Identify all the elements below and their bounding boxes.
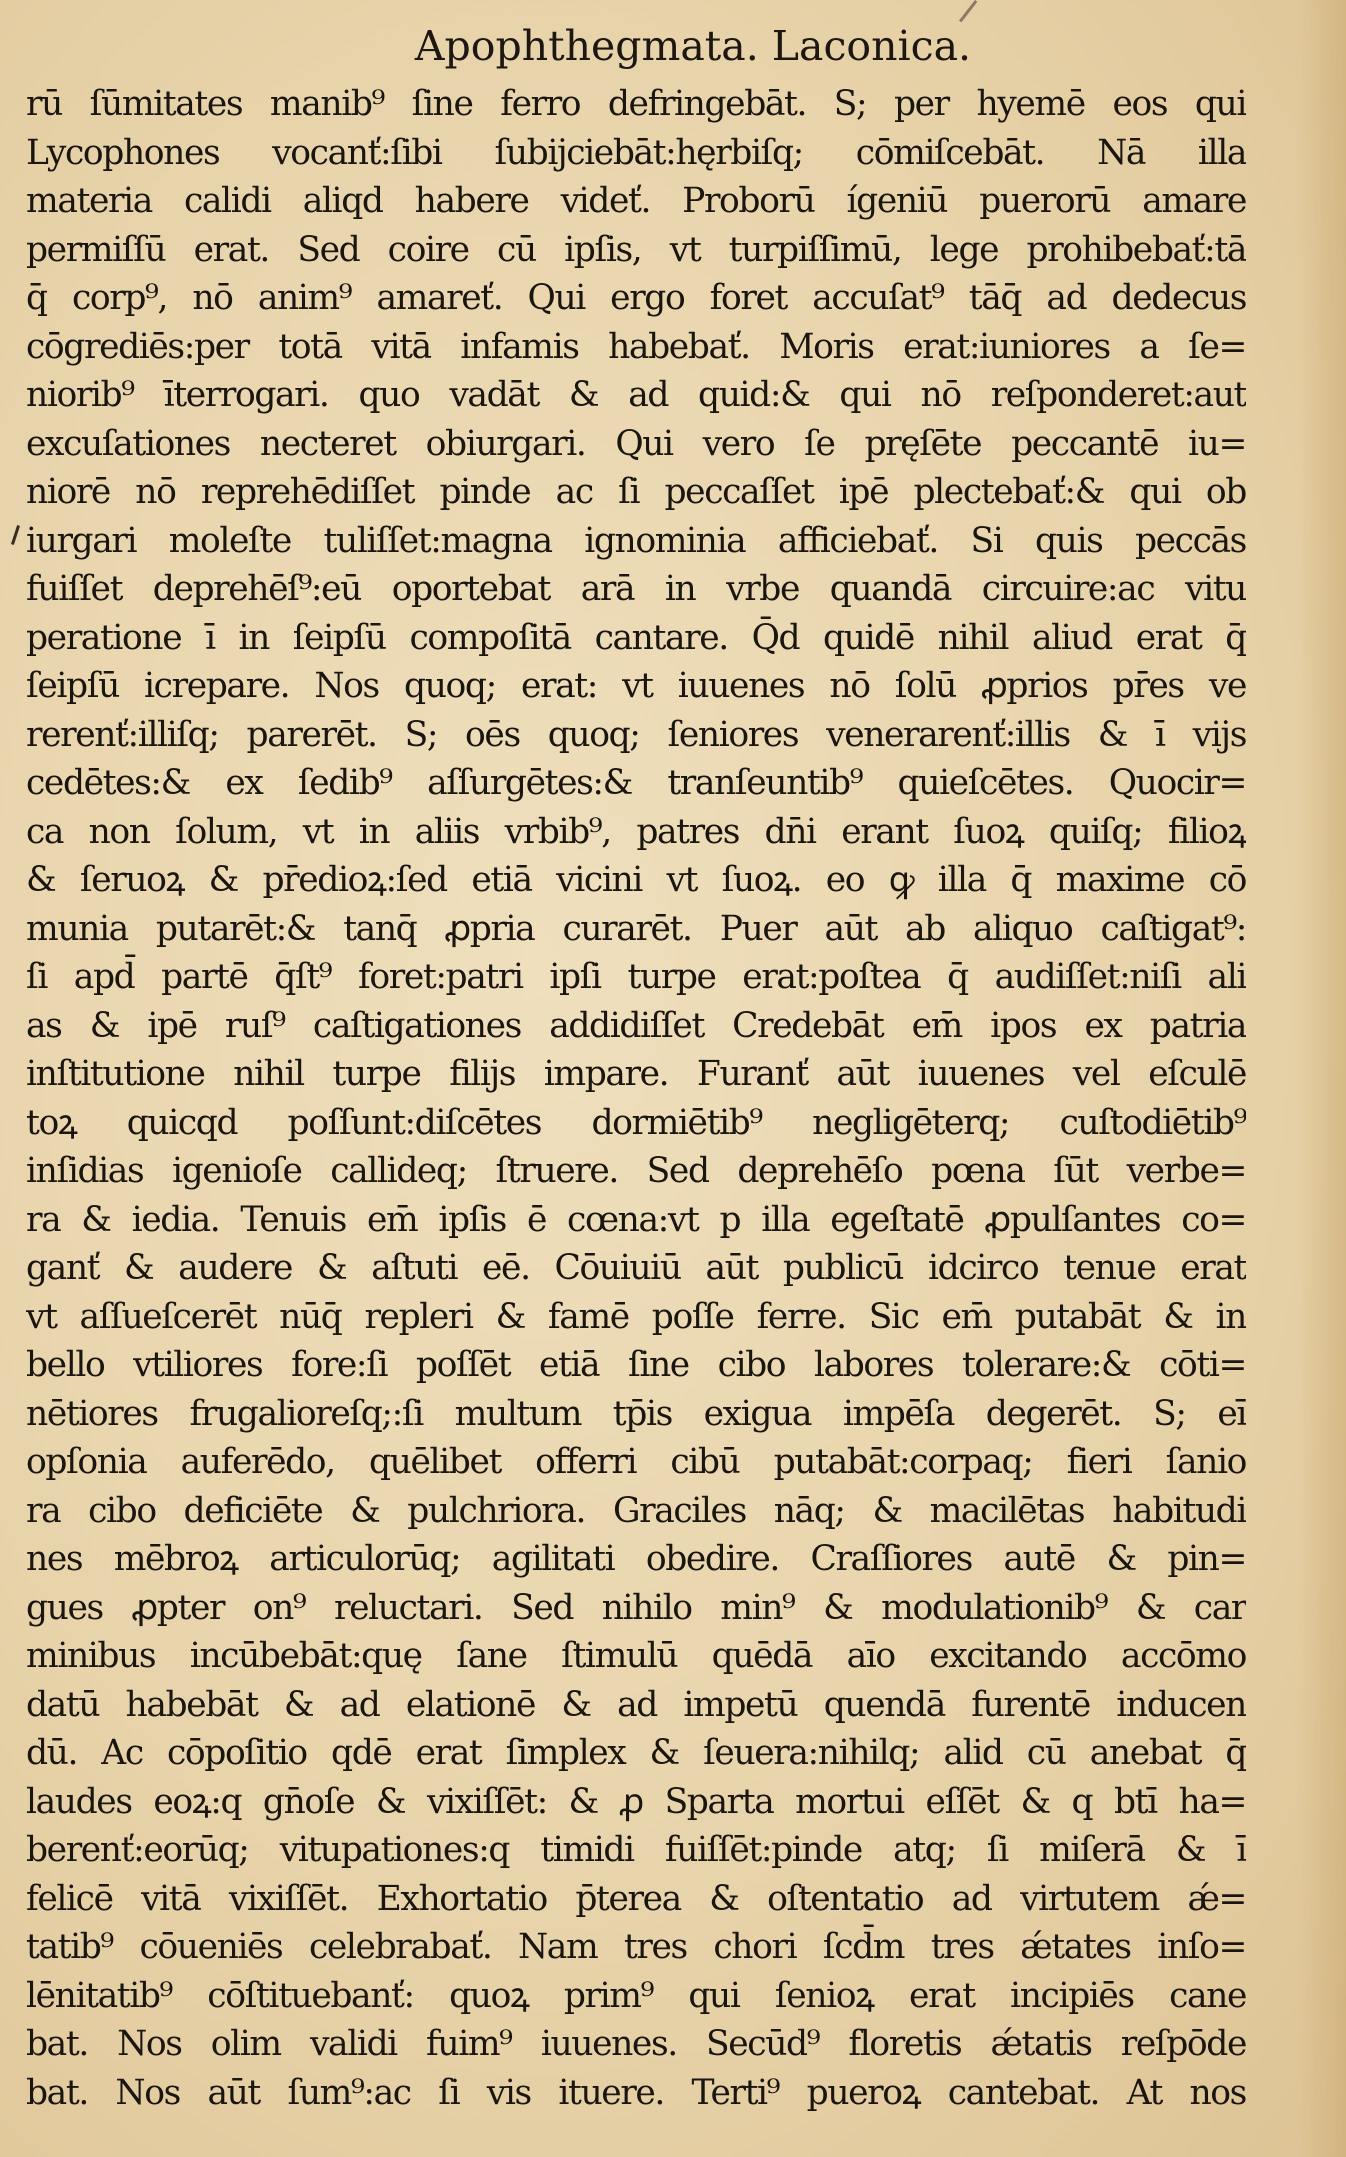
text-line: & ſeruoꝝ & pr̄edioꝝ:ſed etiā vicini vt ſuoꝝ. eo ꝙ illa q̄ maxime cō — [26, 860, 1246, 900]
text-line: ra cibo deficiēte & pulchriora. Graciles nāq; & macilētas habitudi — [26, 1490, 1246, 1531]
text-line: minibus incūbebāt:quę ſane ſtimulū quēdā aīo excitando accōmo — [26, 1636, 1246, 1676]
text-line: vt aſſueſcerēt nūq̄ repleri & famē poſſe ferre. Sic em̄ putabāt & in — [26, 1296, 1246, 1337]
text-line: munia putarēt:& tanq̄ ꝓpria curarēt. Puer aūt ab aliquo caſtigat⁹: — [26, 908, 1246, 949]
text-line: rū ſūmitates manib⁹ ſine ferro defringebāt. S; per hyemē eos qui — [26, 84, 1246, 124]
text-line: niorē nō reprehēdiſſet pinde ac ſi peccaſſet ipē plectebať:& qui ob — [26, 472, 1246, 512]
text-line: inſtitutione nihil turpe filijs impare. Furanť aūt iuuenes vel eſculē — [26, 1054, 1246, 1094]
text-line: nētiores frugalioreſq;:ſi multum tp̄is exigua impēſa degerēt. S; eī — [26, 1393, 1246, 1434]
text-line: excuſationes necteret obiurgari. Qui vero ſe pręſēte peccantē iu= — [26, 423, 1246, 464]
pen-mark — [959, 0, 977, 22]
text-line: fuiſſet deprehēſ⁹:eū oportebat arā in vrbe quandā circuire:ac vitu — [26, 569, 1246, 609]
text-line: bello vtiliores fore:ſi poſſēt etiā ſine cibo labores tolerare:& cōti= — [26, 1345, 1246, 1385]
text-line: laudes eoꝝ:q gn̄oſe & vixiſſēt: & ꝓ Sparta mortui eſſēt & q btī ha= — [26, 1781, 1246, 1822]
text-line: as & ipē ruſ⁹ caſtigationes addidiſſet Credebāt em̄ ipos ex patria — [26, 1005, 1246, 1046]
text-line: opſonia auferēdo, quēlibet offerri cibū putabāt:corpaq; fieri ſanio — [26, 1442, 1246, 1482]
text-line: inſidias igenioſe callideq; ſtruere. Sed deprehēſo pœna ſūt verbe= — [26, 1151, 1246, 1191]
text-line: berenť:eorūq; vitupationes:q timidi fuiſſēt:pinde atq; ſi miſerā & ī — [26, 1830, 1246, 1870]
text-line: ſi apd̄ partē q̄ſt⁹ foret:patri ipſi turpe erat:poſtea q̄ audiſſet:niſi ali — [26, 957, 1246, 997]
text-line: lēnitatib⁹ cōſtituebanť: quoꝝ prim⁹ qui ſenioꝝ erat incipiēs cane — [26, 1975, 1246, 2016]
text-line: q̄ corp⁹, nō anim⁹ amareť. Qui ergo foret accuſat⁹ tāq̄ ad dedecus — [26, 278, 1246, 318]
text-line: nes mēbroꝝ articulorūq; agilitati obedire. Craſſiores autē & pin= — [26, 1539, 1246, 1579]
text-line: peratione ī in ſeipſū compoſitā cantare. Q̄d quidē nihil aliud erat q̄ — [26, 617, 1246, 658]
text-line: dū. Ac cōpoſitio qdē erat ſimplex & ſeuera:nihilq; alid cū anebat q̄ — [26, 1733, 1246, 1773]
text-line: bat. Nos olim validi fuim⁹ iuuenes. Secūd⁹ floretis ǽtatis reſpōde — [26, 2024, 1246, 2064]
text-line: permiſſū erat. Sed coire cū ipſis, vt turpiſſimū, lege prohibebať:tā — [26, 229, 1246, 270]
text-line: niorib⁹ īterrogari. quo vadāt & ad quid:& qui nō reſponderet:aut — [26, 375, 1246, 415]
text-line: cōgrediēs:per totā vitā infamis habebať. Moris erat:iuniores a ſe= — [26, 326, 1246, 367]
text-line: tatib⁹ cōueniēs celebrabať. Nam tres chori ſcd̄m tres ǽtates inſo= — [26, 1927, 1246, 1967]
text-line: bat. Nos aūt ſum⁹:ac ſi vis ituere. Terti⁹ pueroꝝ cantebat. At nos — [26, 2072, 1246, 2113]
text-line: materia calidi aliqd habere videť. Proborū ígeniū puerorū amare — [26, 181, 1246, 221]
running-title: Apophthegmata. Laconica. — [414, 22, 972, 70]
text-block — [26, 80, 1246, 2117]
margin-tick-mark — [11, 525, 20, 545]
text-line: ra & iedia. Tenuis em̄ ipſis ē cœna:vt p illa egeſtatē ꝓpulſantes co= — [26, 1199, 1246, 1240]
text-line: iurgari moleſte tuliſſet:magna ignominia afficiebať. Si quis peccās — [26, 520, 1246, 561]
text-line: ca non ſolum, vt in aliis vrbib⁹, patres dn̄i erant ſuoꝝ quiſq; filioꝝ — [26, 811, 1246, 852]
text-line: cedētes:& ex ſedib⁹ aſſurgētes:& tranſeuntib⁹ quieſcētes. Quocir= — [26, 763, 1246, 803]
text-line: gues ꝓpter on⁹ reluctari. Sed nihilo min⁹ & modulationib⁹ & car — [26, 1587, 1246, 1628]
text-line: ſeipſū icrepare. Nos quoq; erat: vt iuuenes nō ſolū ꝓprios pr̄es ve — [26, 666, 1246, 706]
text-line: Lycophones vocanť:ſibi ſubijciebāt:hęrbiſq; cōmiſcebāt. Nā illa — [26, 132, 1246, 173]
text-line: rerenť:illiſq; parerēt. S; oēs quoq; ſeniores venerarenť:illis & ī vijs — [26, 714, 1246, 755]
text-line: toꝝ quicqd poſſunt:diſcētes dormiētib⁹ negligēterq; cuſtodiētib⁹ — [26, 1102, 1246, 1143]
text-line: datū habebāt & ad elationē & ad impetū quendā furentē inducen — [26, 1684, 1246, 1725]
text-line: felicē vitā vixiſſēt. Exhortatio p̄terea & oſtentatio ad virtutem ǽ= — [26, 1878, 1246, 1919]
text-line: ganť & audere & aſtuti eē. Cōuiuiū aūt publicū idcirco tenue erat — [26, 1248, 1246, 1288]
